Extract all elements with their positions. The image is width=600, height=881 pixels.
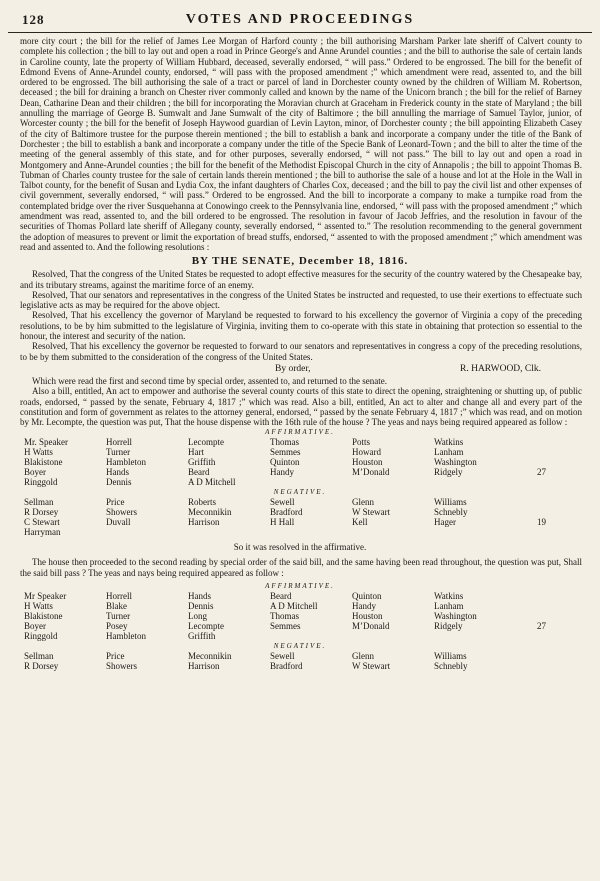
vote2-affirmative-member-name: Quinton [352, 590, 382, 601]
vote2-affirmative-member-name: H Watts [24, 600, 53, 611]
vote1-affirmative-member-name [352, 477, 434, 487]
vote1-negative-member-name: Sewell [270, 497, 295, 508]
vote1-negative-member-name: Meconnikin [188, 507, 232, 518]
vote1-affirmative-member-name: Lanham [434, 447, 464, 458]
vote1-affirmative-member-name: Handy [270, 467, 294, 478]
resolution-2: Resolved, That our senators and representatives in the congress of the United States be instructed and requested, to use their exertions to effectuate such legislative acts as may be required for the above object. [20, 289, 582, 311]
vote2-negative-member-name: Sellman [24, 650, 54, 661]
vote1-negative-row [24, 527, 546, 537]
vote1-affirmative-member-name: Howard [352, 447, 381, 458]
vote1-affirmative-member-name: H Watts [24, 447, 53, 458]
vote2-affirmative-member-name: Boyer [24, 620, 46, 631]
vote2-affirmative-member-name [352, 631, 434, 641]
vote1-negative-member-name: Sellman [24, 497, 54, 508]
vote1-affirmative-table [24, 437, 546, 487]
vote2-affirmative-table [24, 591, 546, 641]
vote1-affirmative-member-name: Thomas [270, 437, 299, 448]
vote2-negative-member-name: Price [106, 650, 125, 661]
paragraph-read-first-second: Which were read the first and second time by special order, assented to, and returned to the senate. [32, 375, 388, 386]
vote2-affirmative-member-name: Handy [352, 600, 376, 611]
resolution-1: Resolved, That the congress of the United States be requested to adopt effective measures for the security of the country watered by the Chesapeake bay, and its tributary streams, against the maritime force of an enemy. [20, 269, 582, 290]
vote1-negative-member-name: Roberts [188, 497, 216, 508]
vote1-affirmative-member-name: Beard [188, 467, 210, 478]
vote2-affirmative-member-name: Horrell [106, 590, 132, 601]
vote1-affirmative-member-name: Horrell [106, 437, 132, 448]
vote1-affirmative-member-name: Mr. Speaker [24, 437, 68, 448]
vote2-affirmative-member-name: Blake [106, 600, 127, 611]
vote1-negative-member-name: Price [106, 497, 125, 508]
signature-block [20, 364, 582, 376]
signature-clerk: R. HARWOOD, Clk. [460, 363, 542, 374]
vote2-affirmative-member-name: Ridgely [434, 620, 463, 631]
vote1-negative-member-name: C Stewart [24, 517, 60, 528]
vote1-affirmative-row [24, 467, 546, 477]
vote1-affirmative-member-name: Boyer [24, 467, 46, 478]
vote1-negative-count [516, 507, 546, 517]
vote1-negative-member-name: R Dorsey [24, 507, 59, 518]
vote1-negative-member-name: Glenn [352, 497, 374, 508]
vote2-negative-member-name: W Stewart [352, 660, 391, 671]
vote1-affirmative-member-name: A D Mitchell [188, 477, 236, 488]
vote2-affirmative-count [516, 631, 546, 641]
vote1-negative-member-name [188, 527, 270, 537]
vote1-affirmative-row [24, 457, 546, 467]
vote2-affirmative-member-name: Thomas [270, 610, 299, 621]
vote1-affirmative-heading: AFFIRMATIVE. [265, 428, 335, 437]
vote2-affirmative-member-name: Blakistone [24, 610, 63, 621]
vote2-negative-member-name: R Dorsey [24, 660, 59, 671]
vote1-affirmative-member-name: Ridgely [434, 467, 463, 478]
vote1-affirmative-member-name: Watkins [434, 437, 464, 448]
vote1-negative-count: 19 [537, 517, 546, 528]
vote1-affirmative-member-name: Turner [106, 447, 131, 458]
vote1-affirmative-row [24, 477, 546, 487]
vote1-affirmative-member-name: Griffith [188, 457, 216, 468]
vote2-negative-member-name: Williams [434, 650, 467, 661]
vote2-affirmative-count: 27 [537, 620, 546, 631]
vote2-affirmative-row [24, 591, 546, 601]
vote1-negative-row [24, 507, 546, 517]
page-header [8, 10, 592, 33]
vote2-negative-member-name: Schnebly [434, 660, 468, 671]
paragraph-bills: more city court ; the bill for the relief of James Lee Morgan of Harford county ; the bill authorising Marsham Parker late sheriff of Calvert county to complete his collection ; the bill to lay out and open a road in Prince George's and Anne Arundel counties ; and the bill to authorise the sale of certain lands in Caroline county, late the property of William Hubbard, deceased, severally endorsed, “ will pass.” Ordered to be engrossed. The bill for the benefit of Edmond Evens of Anne-Arundel county, endorsed, “ will pass with the proposed amendment ;” which amendment were read, assented to, and the bill ordered to be engrossed. The bill authorising the sale of a tract or parcel of land in Dorchester county owned by the children of William M. Robertson, deceased ; the bill for draining a branch on Chester river commonly called and known by the name of the Unicorn branch ; the bill for the relief of Barney Dean, Catharine Dean and their children ; the bill for incorporating the Moravian church at Graceham in Frederick county in the state of Maryland ; the bill annulling the marriage of George B. Sumwalt and Jane Sumwalt of the city of Baltimore ; the bill annulling the marriage of Samuel Taylor, junior, of Worcester county ; the bill for the benefit of Joseph Haywood guardian of Levin Layton, minor, of Dorchester county ; the bill appointing Elizabeth Casey of the city of Baltimore trustee for the purpose therein mentioned ; the bill to establish a bank and incorporate a company under the title of the Bank of Dorchester ; the bill to establish a bank and incorporate a company under the title of the Specie Bank of Leonard-Town ; and the bill to alter the time of the meeting of the general assembly of this state, and for other purposes, severally endorsed, “ will not pass.” The bill to lay out and open a road in Montgomery and Anne-Arundel counties ; the bill for the benefit of the Methodist Episcopal Church in the city of Annapolis ; the bill to appoint Thomas B. Tubman of Charles county trustee for the sale of certain lands therein mentioned ; the bill to authorise the sale of a house and lot at the Hole in the Wall in Talbot county, for the benefit of Susan and Lydia Cox, the infant daughters of Charles Cox, deceased ; and the bill to pay the civil list and other expenses of civil government, severally endorsed, “ will pass.” Ordered to be engrossed. And the bill to incorporate a company to make a turnpike road from the contemplated bridge over the river Susquehanna at Conowingo creek to the Pennsylvania line, endorsed, “ will pass with the proposed amendment ;” which amendment was read, assented to, and the bill ordered to be engrossed. The resolution in favour of Jacob Jeffries, and the resolution in favour of the securities of Thomas Pollard late sheriff of Allegany county, severally endorsed, “ assented to.” The resolution recommending to the general government the adoption of measures to prevent or limit the exportation of bread stuffs, endorsed, “ assented to with the proposed amendment ;” which amendment was read and assented to. And the following resolutions : [20, 36, 582, 252]
vote1-negative-row [24, 497, 546, 507]
vote1-negative-member-name [352, 527, 434, 537]
vote1-negative-member-name: Bradford [270, 507, 303, 518]
vote1-affirmative-member-name: Houston [352, 457, 383, 468]
paragraph-road-bill: Also a bill, entitled, An act to empower and authorise the several county courts of this state to direct the opening, straightening or shutting up, of public roads, endorsed, “ passed by the senate, February 4, 1817 ;” which was read. Also a bill, entitled, An act to alter and change all and every part of the constitution and form of government as relates to the attorney general, endorsed, “ passed by the senate February 4, 1817 ;” which was read, and on motion by Mr. Lecompte, the question was put, That the house dispense with the 16th rule of the house ? The yeas and nays being required appeared as follow : [20, 386, 582, 428]
vote1-affirmative-row [24, 447, 546, 457]
vote2-affirmative-member-name: Semmes [270, 620, 301, 631]
vote2-affirmative-member-name: Hambleton [106, 630, 146, 641]
vote2-negative-member-name: Showers [106, 660, 137, 671]
vote2-affirmative-member-name: Mr Speaker [24, 590, 67, 601]
vote2-affirmative-row [24, 621, 546, 631]
vote1-negative-count [516, 527, 546, 537]
vote2-affirmative-member-name: M’Donald [352, 620, 390, 631]
vote2-affirmative-member-name: Griffith [188, 630, 216, 641]
vote1-negative-member-name: W Stewart [352, 507, 391, 518]
vote1-affirmative-member-name: Hart [188, 447, 204, 458]
vote1-negative-count [516, 497, 546, 507]
vote1-negative-member-name [106, 527, 188, 537]
vote2-affirmative-heading: AFFIRMATIVE. [265, 581, 335, 590]
vote1-affirmative-count [516, 457, 546, 467]
vote2-negative-row [24, 651, 546, 661]
vote2-affirmative-member-name: Watkins [434, 590, 464, 601]
vote1-affirmative-member-name: Hands [106, 467, 129, 478]
vote1-affirmative-member-name: Dennis [106, 477, 132, 488]
vote1-affirmative-member-name: Quinton [270, 457, 300, 468]
vote1-negative-member-name: Kell [352, 517, 368, 528]
vote1-affirmative-member-name [434, 477, 516, 487]
resolution-3: Resolved, That his excellency the governor of Maryland be requested to forward to his excellency the governor of Virginia a copy of the preceding resolutions, to be by him submitted to the legislature of Virginia, inviting them to co-operate with this state in obtaining that protection so essential to the honour, the interest and security of the nation. [20, 310, 582, 342]
signature-by-order: By order, [275, 363, 311, 374]
vote2-affirmative-row [24, 631, 546, 641]
vote2-affirmative-member-name: Beard [270, 590, 292, 601]
vote1-affirmative-count [516, 437, 546, 447]
vote1-affirmative-member-name: Hambleton [106, 457, 146, 468]
vote2-affirmative-member-name: Turner [106, 610, 131, 621]
vote1-affirmative-member-name: Ringgold [24, 477, 58, 488]
vote1-negative-table [24, 497, 546, 537]
resolved-affirmative-line: So it was resolved in the affirmative. [233, 542, 367, 553]
vote2-affirmative-count [516, 591, 546, 601]
vote2-affirmative-count [516, 601, 546, 611]
vote1-negative-row [24, 517, 546, 527]
vote2-affirmative-member-name: Lecompte [188, 620, 224, 631]
vote2-negative-count [516, 661, 546, 671]
vote1-negative-member-name [434, 527, 516, 537]
vote2-affirmative-member-name: Houston [352, 610, 383, 621]
vote2-affirmative-member-name [434, 631, 516, 641]
vote2-negative-count [516, 651, 546, 661]
vote1-negative-heading: NEGATIVE. [273, 488, 327, 497]
running-head: VOTES AND PROCEEDINGS [185, 12, 415, 27]
vote2-affirmative-member-name [270, 631, 352, 641]
vote1-affirmative-member-name: Potts [352, 437, 371, 448]
vote1-affirmative-member-name: Blakistone [24, 457, 63, 468]
vote1-negative-member-name: Schnebly [434, 507, 468, 518]
vote1-negative-member-name [270, 527, 352, 537]
vote2-affirmative-count [516, 611, 546, 621]
vote2-affirmative-member-name: A D Mitchell [270, 600, 318, 611]
paragraph-second-reading: The house then proceeded to the second reading by special order of the said bill, and the same having been read throughout, the question was put, Shall the said bill pass ? The yeas and nays being required appeared as follow : [20, 557, 582, 578]
vote2-negative-member-name: Glenn [352, 650, 374, 661]
vote2-affirmative-member-name: Posey [106, 620, 128, 631]
vote1-affirmative-count: 27 [537, 467, 546, 478]
vote1-affirmative-member-name: M’Donald [352, 467, 390, 478]
vote1-negative-member-name: Harryman [24, 527, 61, 538]
vote2-negative-heading: NEGATIVE. [273, 641, 327, 650]
vote2-affirmative-member-name: Washington [434, 610, 477, 621]
vote2-affirmative-member-name: Lanham [434, 600, 464, 611]
vote1-negative-member-name: Williams [434, 497, 467, 508]
vote2-negative-table [24, 651, 546, 671]
vote2-affirmative-row [24, 611, 546, 621]
vote2-affirmative-member-name: Dennis [188, 600, 214, 611]
vote2-negative-member-name: Harrison [188, 660, 220, 671]
vote1-affirmative-count [516, 477, 546, 487]
vote2-affirmative-member-name: Ringgold [24, 630, 58, 641]
vote1-negative-member-name: Showers [106, 507, 137, 518]
resolution-4: Resolved, That his excellency the governor be requested to forward to our senators and representatives in congress a copy of the preceding resolutions, to be by them submitted to the consideration of the congress of the United States. [20, 341, 582, 362]
vote1-negative-member-name: H Hall [270, 517, 295, 528]
vote2-negative-member-name: Sewell [270, 650, 295, 661]
vote1-affirmative-row [24, 437, 546, 447]
vote1-negative-member-name: Harrison [188, 517, 220, 528]
vote1-affirmative-member-name: Semmes [270, 447, 301, 458]
vote2-affirmative-member-name: Long [188, 610, 207, 621]
vote1-affirmative-member-name: Washington [434, 457, 477, 468]
vote1-negative-member-name: Duvall [106, 517, 131, 528]
vote1-affirmative-member-name: Lecompte [188, 437, 224, 448]
vote2-negative-member-name: Meconnikin [188, 650, 232, 661]
senate-heading: BY THE SENATE, December 18, 1816. [191, 255, 409, 268]
vote1-negative-member-name: Hager [434, 517, 456, 528]
page-number: 128 [22, 12, 45, 27]
vote2-affirmative-member-name: Hands [188, 590, 211, 601]
vote2-affirmative-row [24, 601, 546, 611]
vote2-negative-member-name: Bradford [270, 660, 303, 671]
vote1-affirmative-member-name [270, 477, 352, 487]
vote2-negative-row [24, 661, 546, 671]
vote1-affirmative-count [516, 447, 546, 457]
